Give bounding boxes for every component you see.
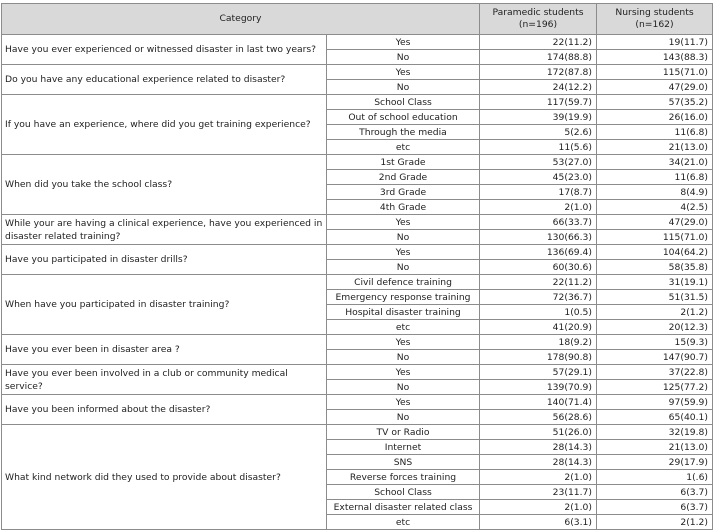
table-row <box>2 425 713 440</box>
answer-cell: External disaster related class <box>327 500 480 515</box>
paramedic-value-cell: 45(23.0) <box>480 170 597 185</box>
paramedic-value-cell: 178(90.8) <box>480 350 597 365</box>
nursing-value-cell: 19(11.7) <box>597 35 713 50</box>
question-cell: Have you ever been in disaster area ? <box>2 335 327 365</box>
question-cell: Have you been informed about the disaster? <box>2 395 327 425</box>
nursing-value-cell: 2(1.2) <box>597 305 713 320</box>
table-row <box>2 335 713 350</box>
question-cell: Have you ever experienced or witnessed disaster in last two years? <box>2 35 327 65</box>
answer-cell: No <box>327 350 480 365</box>
table-row <box>2 365 713 380</box>
answer-cell: Yes <box>327 215 480 230</box>
answer-cell: Hospital disaster training <box>327 305 480 320</box>
answer-cell: 3rd Grade <box>327 185 480 200</box>
paramedic-value-cell: 172(87.8) <box>480 65 597 80</box>
nursing-value-cell: 51(31.5) <box>597 290 713 305</box>
answer-cell: Through the media <box>327 125 480 140</box>
paramedic-value-cell: 51(26.0) <box>480 425 597 440</box>
nursing-value-cell: 143(88.3) <box>597 50 713 65</box>
paramedic-value-cell: 41(20.9) <box>480 320 597 335</box>
answer-cell: Civil defence training <box>327 275 480 290</box>
answer-cell: No <box>327 380 480 395</box>
nursing-value-cell: 47(29.0) <box>597 80 713 95</box>
paramedic-value-cell: 2(1.0) <box>480 200 597 215</box>
answer-cell: Yes <box>327 35 480 50</box>
nursing-value-cell: 115(71.0) <box>597 230 713 245</box>
question-cell: When have you participated in disaster training? <box>2 275 327 335</box>
paramedic-value-cell: 5(2.6) <box>480 125 597 140</box>
nursing-value-cell: 11(6.8) <box>597 170 713 185</box>
nursing-value-cell: 20(12.3) <box>597 320 713 335</box>
paramedic-value-cell: 11(5.6) <box>480 140 597 155</box>
answer-cell: 2nd Grade <box>327 170 480 185</box>
question-cell: While your are having a clinical experience, have you experienced in disaster related training? <box>2 215 327 245</box>
table-row <box>2 95 713 110</box>
table-row <box>2 275 713 290</box>
nursing-value-cell: 8(4.9) <box>597 185 713 200</box>
paramedic-value-cell: 18(9.2) <box>480 335 597 350</box>
table-row <box>2 65 713 80</box>
table-row <box>2 245 713 260</box>
paramedic-value-cell: 2(1.0) <box>480 500 597 515</box>
answer-cell: etc <box>327 515 480 530</box>
paramedic-value-cell: 130(66.3) <box>480 230 597 245</box>
paramedic-value-cell: 23(11.7) <box>480 485 597 500</box>
question-cell: Do you have any educational experience related to disaster? <box>2 65 327 95</box>
answer-cell: Emergency response training <box>327 290 480 305</box>
paramedic-value-cell: 174(88.8) <box>480 50 597 65</box>
answer-cell: Internet <box>327 440 480 455</box>
header-paramedic-label: Paramedic students <box>492 7 584 18</box>
nursing-value-cell: 57(35.2) <box>597 95 713 110</box>
nursing-value-cell: 97(59.9) <box>597 395 713 410</box>
answer-cell: etc <box>327 320 480 335</box>
paramedic-value-cell: 139(70.9) <box>480 380 597 395</box>
nursing-value-cell: 6(3.7) <box>597 485 713 500</box>
answer-cell: TV or Radio <box>327 425 480 440</box>
answer-cell: Out of school education <box>327 110 480 125</box>
question-cell: Have you ever been involved in a club or community medical service? <box>2 365 327 395</box>
paramedic-value-cell: 22(11.2) <box>480 35 597 50</box>
table-row <box>2 35 713 50</box>
nursing-value-cell: 2(1.2) <box>597 515 713 530</box>
survey-table <box>1 3 713 530</box>
paramedic-value-cell: 57(29.1) <box>480 365 597 380</box>
answer-cell: School Class <box>327 485 480 500</box>
paramedic-value-cell: 53(27.0) <box>480 155 597 170</box>
nursing-value-cell: 34(21.0) <box>597 155 713 170</box>
paramedic-value-cell: 117(59.7) <box>480 95 597 110</box>
nursing-value-cell: 65(40.1) <box>597 410 713 425</box>
paramedic-value-cell: 136(69.4) <box>480 245 597 260</box>
header-paramedic <box>480 4 597 35</box>
nursing-value-cell: 1(.6) <box>597 470 713 485</box>
answer-cell: No <box>327 50 480 65</box>
answer-cell: 4th Grade <box>327 200 480 215</box>
paramedic-value-cell: 6(3.1) <box>480 515 597 530</box>
answer-cell: etc <box>327 140 480 155</box>
answer-cell: SNS <box>327 455 480 470</box>
question-cell: What kind network did they used to provide about disaster? <box>2 425 327 530</box>
nursing-value-cell: 32(19.8) <box>597 425 713 440</box>
answer-cell: No <box>327 80 480 95</box>
header-nursing <box>597 4 713 35</box>
nursing-value-cell: 15(9.3) <box>597 335 713 350</box>
nursing-value-cell: 21(13.0) <box>597 140 713 155</box>
nursing-value-cell: 37(22.8) <box>597 365 713 380</box>
paramedic-value-cell: 1(0.5) <box>480 305 597 320</box>
paramedic-value-cell: 22(11.2) <box>480 275 597 290</box>
nursing-value-cell: 58(35.8) <box>597 260 713 275</box>
nursing-value-cell: 29(17.9) <box>597 455 713 470</box>
header-nursing-label: Nursing students <box>615 7 694 18</box>
header-category: Category <box>2 4 480 35</box>
nursing-value-cell: 21(13.0) <box>597 440 713 455</box>
nursing-value-cell: 125(77.2) <box>597 380 713 395</box>
answer-cell: No <box>327 230 480 245</box>
paramedic-value-cell: 28(14.3) <box>480 440 597 455</box>
question-cell: When did you take the school class? <box>2 155 327 215</box>
answer-cell: 1st Grade <box>327 155 480 170</box>
nursing-value-cell: 147(90.7) <box>597 350 713 365</box>
nursing-value-cell: 115(71.0) <box>597 65 713 80</box>
answer-cell: Yes <box>327 365 480 380</box>
answer-cell: No <box>327 260 480 275</box>
nursing-value-cell: 47(29.0) <box>597 215 713 230</box>
header-row <box>2 4 713 35</box>
nursing-value-cell: 4(2.5) <box>597 200 713 215</box>
nursing-value-cell: 26(16.0) <box>597 110 713 125</box>
paramedic-value-cell: 60(30.6) <box>480 260 597 275</box>
answer-cell: Reverse forces training <box>327 470 480 485</box>
paramedic-value-cell: 39(19.9) <box>480 110 597 125</box>
header-paramedic-n: (n=196) <box>518 19 558 30</box>
answer-cell: Yes <box>327 245 480 260</box>
answer-cell: Yes <box>327 65 480 80</box>
paramedic-value-cell: 28(14.3) <box>480 455 597 470</box>
paramedic-value-cell: 140(71.4) <box>480 395 597 410</box>
paramedic-value-cell: 2(1.0) <box>480 470 597 485</box>
question-cell: Have you participated in disaster drills? <box>2 245 327 275</box>
answer-cell: No <box>327 410 480 425</box>
answer-cell: Yes <box>327 395 480 410</box>
table-row <box>2 215 713 230</box>
table-body <box>2 35 713 530</box>
paramedic-value-cell: 24(12.2) <box>480 80 597 95</box>
answer-cell: Yes <box>327 335 480 350</box>
paramedic-value-cell: 56(28.6) <box>480 410 597 425</box>
paramedic-value-cell: 72(36.7) <box>480 290 597 305</box>
header-nursing-n: (n=162) <box>635 19 674 30</box>
nursing-value-cell: 104(64.2) <box>597 245 713 260</box>
paramedic-value-cell: 66(33.7) <box>480 215 597 230</box>
table-row <box>2 155 713 170</box>
nursing-value-cell: 31(19.1) <box>597 275 713 290</box>
nursing-value-cell: 11(6.8) <box>597 125 713 140</box>
question-cell: If you have an experience, where did you get training experience? <box>2 95 327 155</box>
nursing-value-cell: 6(3.7) <box>597 500 713 515</box>
table-row <box>2 395 713 410</box>
answer-cell: School Class <box>327 95 480 110</box>
paramedic-value-cell: 17(8.7) <box>480 185 597 200</box>
